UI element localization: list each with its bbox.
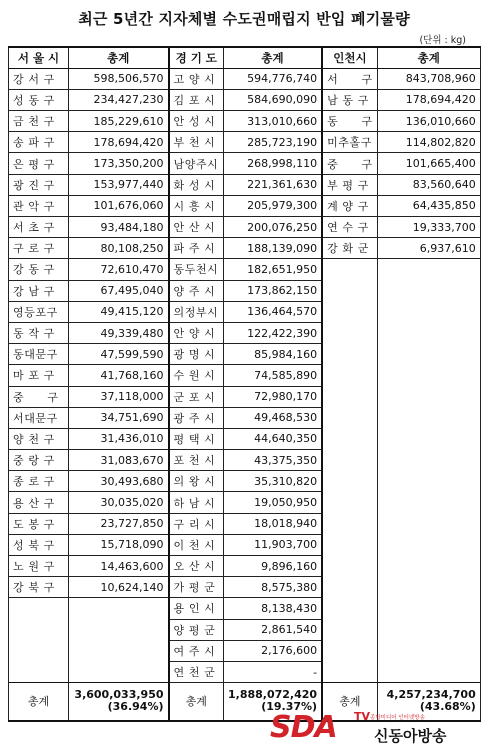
- incheon-empty-cell: [322, 661, 377, 682]
- incheon-empty-cell: [322, 259, 377, 280]
- seoul-region-name: 노 원 구: [9, 556, 69, 577]
- gyeonggi-region-name: 동두천시: [169, 259, 224, 280]
- seoul-total-label: 총계: [9, 683, 69, 721]
- table-row: [9, 301, 481, 322]
- table-row: [9, 450, 481, 471]
- table-row: [9, 640, 481, 661]
- gyeonggi-region-value: 8,575,380: [224, 577, 323, 598]
- incheon-empty-cell: [377, 280, 480, 301]
- incheon-empty-cell: [322, 386, 377, 407]
- gyeonggi-region-value: 188,139,090: [224, 238, 323, 259]
- incheon-empty-cell: [377, 365, 480, 386]
- seoul-empty-cell: [9, 640, 69, 661]
- incheon-total-value: 4,257,234,700: [386, 688, 476, 702]
- table-row: [9, 238, 481, 259]
- seoul-region-value: 14,463,600: [69, 556, 169, 577]
- seoul-region-value: 173,350,200: [69, 153, 169, 174]
- incheon-empty-cell: [322, 556, 377, 577]
- incheon-empty-cell: [322, 280, 377, 301]
- table-row: [9, 195, 481, 216]
- table-row: [9, 492, 481, 513]
- gyeonggi-total-pct: (19.37%): [261, 700, 318, 714]
- incheon-region-value: 83,560,640: [377, 174, 480, 195]
- incheon-empty-cell: [377, 492, 480, 513]
- gyeonggi-region-name: 화 성 시: [169, 174, 224, 195]
- incheon-empty-cell: [377, 259, 480, 280]
- incheon-region-name: 부 평 구: [322, 174, 377, 195]
- gyeonggi-region-value: 74,585,890: [224, 365, 323, 386]
- gyeonggi-region-value: 268,998,110: [224, 153, 323, 174]
- incheon-region-value: 843,708,960: [377, 68, 480, 89]
- seoul-region-value: 31,083,670: [69, 450, 169, 471]
- incheon-empty-cell: [322, 640, 377, 661]
- gyeonggi-region-value: 173,862,150: [224, 280, 323, 301]
- incheon-region-value: 114,802,820: [377, 132, 480, 153]
- gyeonggi-region-name: 김 포 시: [169, 89, 224, 110]
- seoul-region-name: 구 로 구: [9, 238, 69, 259]
- gyeonggi-region-value: -: [224, 661, 323, 682]
- gyeonggi-region-name: 광 명 시: [169, 344, 224, 365]
- seoul-region-value: 47,599,590: [69, 344, 169, 365]
- seoul-region-value: 10,624,140: [69, 577, 169, 598]
- seoul-region-value: 178,694,420: [69, 132, 169, 153]
- gyeonggi-region-value: 2,861,540: [224, 619, 323, 640]
- seoul-region-name: 강 북 구: [9, 577, 69, 598]
- gyeonggi-region-value: 9,896,160: [224, 556, 323, 577]
- seoul-region-name: 성 북 구: [9, 534, 69, 555]
- seoul-region-value: 37,118,000: [69, 386, 169, 407]
- gyeonggi-region-value: 43,375,350: [224, 450, 323, 471]
- gyeonggi-region-name: 안 산 시: [169, 217, 224, 238]
- table-row: [9, 111, 481, 132]
- seoul-empty-cell: [69, 661, 169, 682]
- gyeonggi-region-value: 136,464,570: [224, 301, 323, 322]
- gyeonggi-region-value: 19,050,950: [224, 492, 323, 513]
- table-row: [9, 68, 481, 89]
- incheon-region-value: 64,435,850: [377, 195, 480, 216]
- incheon-empty-cell: [377, 513, 480, 534]
- gyeonggi-region-name: 이 천 시: [169, 534, 224, 555]
- table-row: [9, 513, 481, 534]
- seoul-region-value: 49,415,120: [69, 301, 169, 322]
- incheon-region-name: 연 수 구: [322, 217, 377, 238]
- table-row: [9, 132, 481, 153]
- gyeonggi-region-value: 72,980,170: [224, 386, 323, 407]
- incheon-region-name: 계 양 구: [322, 195, 377, 216]
- seoul-empty-cell: [9, 598, 69, 619]
- gyeonggi-region-name: 평 택 시: [169, 428, 224, 449]
- gyeonggi-region-name: 오 산 시: [169, 556, 224, 577]
- table-row: [9, 428, 481, 449]
- gyeonggi-region-name: 의 왕 시: [169, 471, 224, 492]
- table-row: [9, 217, 481, 238]
- table-row: [9, 280, 481, 301]
- page-title: 최근 5년간 지자체별 수도권매립지 반입 폐기물량: [78, 10, 410, 28]
- gyeonggi-region-value: 285,723,190: [224, 132, 323, 153]
- gyeonggi-region-value: 122,422,390: [224, 322, 323, 343]
- gyeonggi-region-value: 85,984,160: [224, 344, 323, 365]
- table-row: [9, 365, 481, 386]
- gyeonggi-region-name: 포 천 시: [169, 450, 224, 471]
- seoul-region-name: 용 산 구: [9, 492, 69, 513]
- incheon-empty-cell: [377, 598, 480, 619]
- gyeonggi-region-value: 205,979,300: [224, 195, 323, 216]
- header-gyeonggi-total: 총계: [224, 47, 323, 68]
- gyeonggi-region-name: 파 주 시: [169, 238, 224, 259]
- incheon-empty-cell: [377, 661, 480, 682]
- gyeonggi-region-name: 가 평 군: [169, 577, 224, 598]
- gyeonggi-region-name: 남양주시: [169, 153, 224, 174]
- table-row: [9, 598, 481, 619]
- table-row: [9, 174, 481, 195]
- gyeonggi-region-name: 하 남 시: [169, 492, 224, 513]
- seoul-region-name: 금 천 구: [9, 111, 69, 132]
- incheon-region-name: 남 동 구: [322, 89, 377, 110]
- incheon-empty-cell: [322, 471, 377, 492]
- incheon-empty-cell: [322, 322, 377, 343]
- seoul-total-pct: (36.94%): [107, 700, 164, 714]
- header-row: [9, 47, 481, 68]
- gyeonggi-region-name: 수 원 시: [169, 365, 224, 386]
- seoul-region-value: 41,768,160: [69, 365, 169, 386]
- unit-label: (단위 : kg): [419, 35, 466, 46]
- seoul-region-name: 영등포구: [9, 301, 69, 322]
- seoul-region-name: 강 남 구: [9, 280, 69, 301]
- table-row: [9, 153, 481, 174]
- table-row: [9, 89, 481, 110]
- broadcaster-logo: [270, 710, 470, 746]
- incheon-empty-cell: [377, 471, 480, 492]
- incheon-empty-cell: [322, 365, 377, 386]
- seoul-region-value: 31,436,010: [69, 428, 169, 449]
- seoul-region-name: 광 진 구: [9, 174, 69, 195]
- gyeonggi-region-value: 44,640,350: [224, 428, 323, 449]
- seoul-region-name: 은 평 구: [9, 153, 69, 174]
- gyeonggi-region-name: 연 천 군: [169, 661, 224, 682]
- seoul-region-value: 598,506,570: [69, 68, 169, 89]
- table-row: [9, 577, 481, 598]
- incheon-empty-cell: [377, 301, 480, 322]
- incheon-empty-cell: [322, 619, 377, 640]
- gyeonggi-total-value: 1,888,072,420: [228, 688, 318, 702]
- table-row: [9, 661, 481, 682]
- seoul-region-name: 성 동 구: [9, 89, 69, 110]
- table-row: [9, 386, 481, 407]
- table-row: [9, 471, 481, 492]
- seoul-region-value: 72,610,470: [69, 259, 169, 280]
- logo-brand-text: 신동아방송: [374, 727, 447, 745]
- seoul-region-name: 서 초 구: [9, 217, 69, 238]
- table-row: [9, 534, 481, 555]
- gyeonggi-region-value: 182,651,950: [224, 259, 323, 280]
- gyeonggi-region-name: 여 주 시: [169, 640, 224, 661]
- gyeonggi-region-name: 군 포 시: [169, 386, 224, 407]
- gyeonggi-region-name: 시 흥 시: [169, 195, 224, 216]
- header-gyeonggi: 경 기 도: [169, 47, 224, 68]
- gyeonggi-region-name: 양 주 시: [169, 280, 224, 301]
- header-incheon: 인천시: [322, 47, 377, 68]
- seoul-empty-cell: [69, 640, 169, 661]
- table-row: [9, 556, 481, 577]
- seoul-region-name: 중 구: [9, 386, 69, 407]
- incheon-region-name: 미추홀구: [322, 132, 377, 153]
- seoul-region-value: 67,495,040: [69, 280, 169, 301]
- incheon-region-name: 동 구: [322, 111, 377, 132]
- seoul-region-name: 강 서 구: [9, 68, 69, 89]
- incheon-empty-cell: [322, 598, 377, 619]
- logo-tv-text: TV: [354, 710, 371, 723]
- incheon-region-name: 서 구: [322, 68, 377, 89]
- incheon-empty-cell: [377, 386, 480, 407]
- seoul-region-value: 153,977,440: [69, 174, 169, 195]
- incheon-empty-cell: [377, 640, 480, 661]
- incheon-region-value: 178,694,420: [377, 89, 480, 110]
- incheon-empty-cell: [322, 492, 377, 513]
- incheon-region-value: 136,010,660: [377, 111, 480, 132]
- gyeonggi-region-name: 부 천 시: [169, 132, 224, 153]
- seoul-region-name: 동 작 구: [9, 322, 69, 343]
- gyeonggi-region-value: 8,138,430: [224, 598, 323, 619]
- seoul-region-name: 서대문구: [9, 407, 69, 428]
- seoul-region-value: 93,484,180: [69, 217, 169, 238]
- incheon-empty-cell: [322, 301, 377, 322]
- gyeonggi-region-name: 고 양 시: [169, 68, 224, 89]
- table-row: [9, 344, 481, 365]
- gyeonggi-region-value: 313,010,660: [224, 111, 323, 132]
- seoul-region-value: 234,427,230: [69, 89, 169, 110]
- seoul-region-value: 23,727,850: [69, 513, 169, 534]
- seoul-empty-cell: [69, 598, 169, 619]
- gyeonggi-region-name: 안 성 시: [169, 111, 224, 132]
- incheon-empty-cell: [377, 428, 480, 449]
- incheon-empty-cell: [322, 534, 377, 555]
- seoul-region-name: 송 파 구: [9, 132, 69, 153]
- gyeonggi-region-value: 200,076,250: [224, 217, 323, 238]
- gyeonggi-region-name: 구 리 시: [169, 513, 224, 534]
- seoul-region-value: 185,229,610: [69, 111, 169, 132]
- incheon-empty-cell: [377, 577, 480, 598]
- seoul-empty-cell: [9, 619, 69, 640]
- seoul-total-value: 3,600,033,950: [74, 688, 164, 702]
- incheon-empty-cell: [377, 407, 480, 428]
- table-row: [9, 322, 481, 343]
- incheon-empty-cell: [322, 428, 377, 449]
- gyeonggi-region-value: 594,776,740: [224, 68, 323, 89]
- incheon-empty-cell: [377, 344, 480, 365]
- incheon-empty-cell: [322, 513, 377, 534]
- incheon-empty-cell: [377, 556, 480, 577]
- incheon-empty-cell: [322, 577, 377, 598]
- gyeonggi-region-name: 용 인 시: [169, 598, 224, 619]
- gyeonggi-region-value: 2,176,600: [224, 640, 323, 661]
- seoul-region-value: 15,718,090: [69, 534, 169, 555]
- seoul-region-value: 30,035,020: [69, 492, 169, 513]
- incheon-region-name: 중 구: [322, 153, 377, 174]
- seoul-region-name: 도 봉 구: [9, 513, 69, 534]
- seoul-region-name: 강 동 구: [9, 259, 69, 280]
- gyeonggi-region-value: 49,468,530: [224, 407, 323, 428]
- incheon-empty-cell: [377, 322, 480, 343]
- gyeonggi-region-value: 221,361,630: [224, 174, 323, 195]
- seoul-total-cell: [69, 683, 169, 721]
- header-seoul-total: 총계: [69, 47, 169, 68]
- table-row: [9, 619, 481, 640]
- incheon-region-value: 19,333,700: [377, 217, 480, 238]
- seoul-region-name: 중 랑 구: [9, 450, 69, 471]
- header-incheon-total: 총계: [377, 47, 480, 68]
- table-row: [9, 407, 481, 428]
- table-row: [9, 259, 481, 280]
- incheon-empty-cell: [322, 407, 377, 428]
- gyeonggi-region-name: 안 양 시: [169, 322, 224, 343]
- header-seoul: 서 울 시: [9, 47, 69, 68]
- seoul-region-name: 마 포 구: [9, 365, 69, 386]
- incheon-region-name: 강 화 군: [322, 238, 377, 259]
- incheon-region-value: 6,937,610: [377, 238, 480, 259]
- gyeonggi-region-value: 18,018,940: [224, 513, 323, 534]
- logo-sda-text: SDA: [270, 710, 337, 745]
- incheon-region-value: 101,665,400: [377, 153, 480, 174]
- gyeonggi-total-label: 총계: [169, 683, 224, 721]
- incheon-total-label: 총계: [322, 683, 377, 721]
- gyeonggi-region-name: 의정부시: [169, 301, 224, 322]
- waste-table: [8, 46, 481, 722]
- seoul-region-value: 34,751,690: [69, 407, 169, 428]
- seoul-region-name: 관 악 구: [9, 195, 69, 216]
- incheon-empty-cell: [322, 344, 377, 365]
- incheon-empty-cell: [377, 450, 480, 471]
- seoul-region-value: 49,339,480: [69, 322, 169, 343]
- logo-corp-text: 종합미디어 인터넷방송: [370, 715, 425, 721]
- gyeonggi-region-value: 11,903,700: [224, 534, 323, 555]
- gyeonggi-region-value: 584,690,090: [224, 89, 323, 110]
- seoul-region-value: 30,493,680: [69, 471, 169, 492]
- seoul-region-name: 동대문구: [9, 344, 69, 365]
- seoul-region-name: 종 로 구: [9, 471, 69, 492]
- incheon-total-pct: (43.68%): [419, 700, 476, 714]
- seoul-region-name: 양 천 구: [9, 428, 69, 449]
- seoul-empty-cell: [69, 619, 169, 640]
- incheon-empty-cell: [322, 450, 377, 471]
- seoul-region-value: 80,108,250: [69, 238, 169, 259]
- seoul-region-value: 101,676,060: [69, 195, 169, 216]
- incheon-empty-cell: [377, 619, 480, 640]
- gyeonggi-region-name: 광 주 시: [169, 407, 224, 428]
- seoul-empty-cell: [9, 661, 69, 682]
- gyeonggi-region-name: 양 평 군: [169, 619, 224, 640]
- gyeonggi-region-value: 35,310,820: [224, 471, 323, 492]
- incheon-empty-cell: [377, 534, 480, 555]
